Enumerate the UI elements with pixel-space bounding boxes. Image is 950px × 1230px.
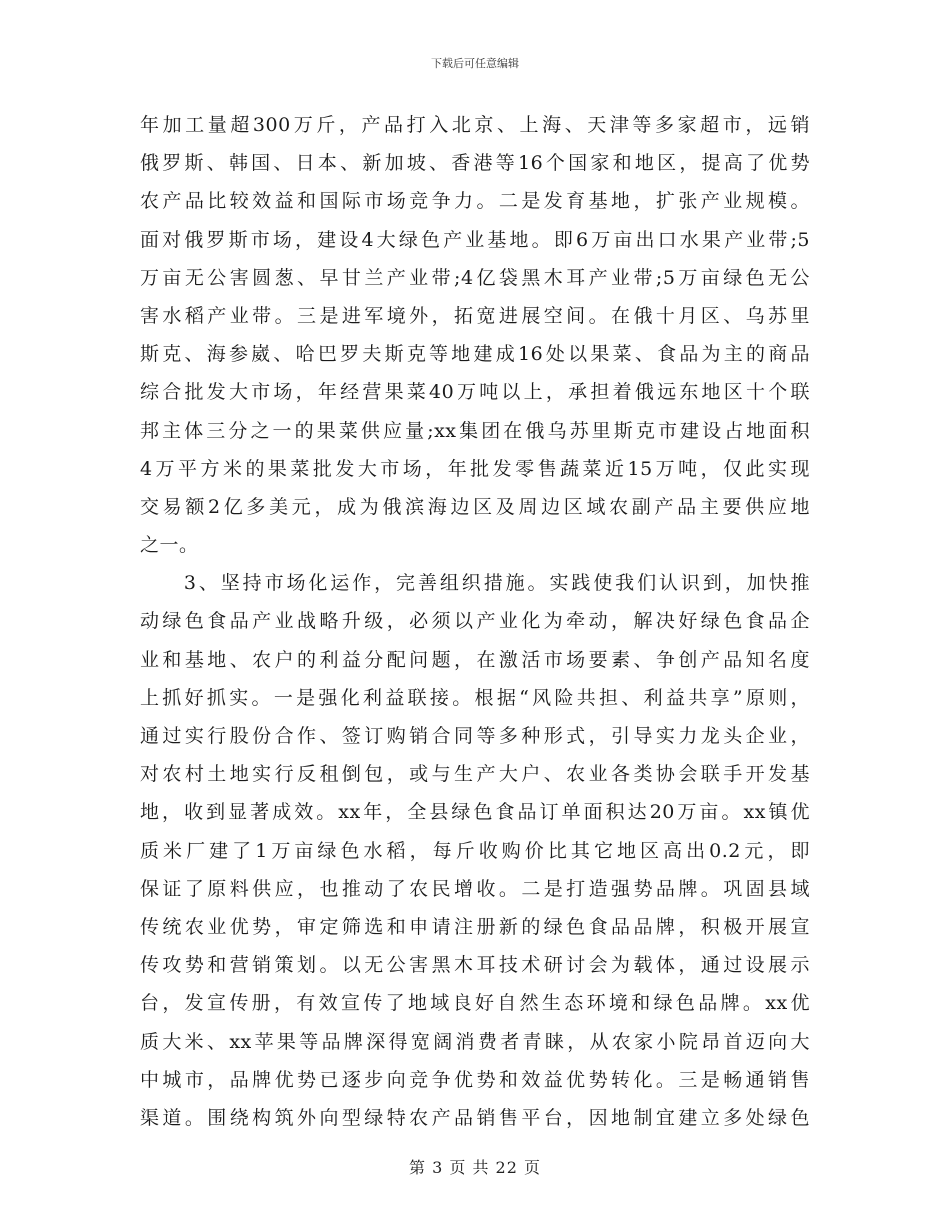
text-line: 万亩无公害圆葱、早甘兰产业带;4亿袋黑木耳产业带;5万亩绿色无公 [140, 266, 810, 289]
text-line: 业和基地、农户的利益分配问题，在激活市场要素、争创产品知名度 [140, 648, 810, 671]
text-line: 俄罗斯、韩国、日本、新加坡、香港等16个国家和地区，提高了优势 [140, 152, 810, 175]
text-line: 综合批发大市场，年经营果菜40万吨以上，承担着俄远东地区十个联 [140, 381, 810, 404]
text-line: 年加工量超300万斤，产品打入北京、上海、天津等多家超市，远销 [140, 114, 810, 136]
page-footer: 第 3 页 共 22 页 [409, 1158, 541, 1177]
text-line: 保证了原料供应，也推动了农民增收。二是打造强势品牌。巩固县域 [140, 877, 810, 900]
page-header: 下载后可任意编辑 [431, 57, 519, 70]
text-line: 农产品比较效益和国际市场竞争力。二是发育基地，扩张产业规模。 [140, 190, 810, 213]
text-line: 通过实行股份合作、签订购销合同等多种形式，引导实力龙头企业， [140, 725, 810, 747]
text-line: 之一。 [140, 534, 199, 557]
text-line: 4万平方米的果菜批发大市场，年批发零售蔬菜近15万吨，仅此实现 [140, 457, 810, 480]
text-line: 质大米、xx苹果等品牌深得宽阔消费者青睐，从农家小院昂首迈向大 [140, 1030, 810, 1053]
text-line: 害水稻产业带。三是进军境外，拓宽进展空间。在俄十月区、乌苏里 [140, 304, 810, 327]
text-line: 面对俄罗斯市场，建设4大绿色产业基地。即6万亩出口水果产业带;5 [140, 228, 810, 251]
text-line: 渠道。围绕构筑外向型绿特农产品销售平台，因地制宜建立多处绿色 [140, 1106, 810, 1129]
text-line: 传攻势和营销策划。以无公害黑木耳技术研讨会为载体，通过设展示 [140, 954, 810, 977]
text-line: 对农村土地实行反租倒包，或与生产大户、农业各类协会联手开发基 [140, 763, 810, 786]
text-line: 斯克、海参崴、哈巴罗夫斯克等地建成16处以果菜、食品为主的商品 [140, 343, 810, 366]
text-line: 传统农业优势，审定筛选和申请注册新的绿色食品品牌，积极开展宣 [140, 915, 810, 938]
text-line: 中城市，品牌优势已逐步向竞争优势和效益优势转化。三是畅通销售 [140, 1068, 810, 1091]
text-line: 台，发宣传册，有效宣传了地域良好自然生态环境和绿色品牌。xx优 [140, 992, 810, 1015]
text-line: 质米厂建了1万亩绿色水稻，每斤收购价比其它地区高出0.2元，即 [140, 839, 810, 862]
text-line: 动绿色食品产业战略升级，必须以产业化为牵动，解决好绿色食品企 [140, 610, 810, 633]
text-line: 地，收到显著成效。xx年，全县绿色食品订单面积达20万亩。xx镇优 [140, 801, 810, 824]
text-line: 上抓好抓实。一是强化利益联接。根据“风险共担、利益共享”原则， [140, 686, 810, 709]
text-line: 邦主体三分之一的果菜供应量;xx集团在俄乌苏里斯克市建设占地面积 [140, 419, 810, 442]
text-line: 交易额2亿多美元，成为俄滨海边区及周边区域农副产品主要供应地 [140, 495, 810, 518]
document-body [140, 106, 810, 1137]
text-line: 3、坚持市场化运作，完善组织措施。实践使我们认识到，加快推 [140, 572, 810, 595]
